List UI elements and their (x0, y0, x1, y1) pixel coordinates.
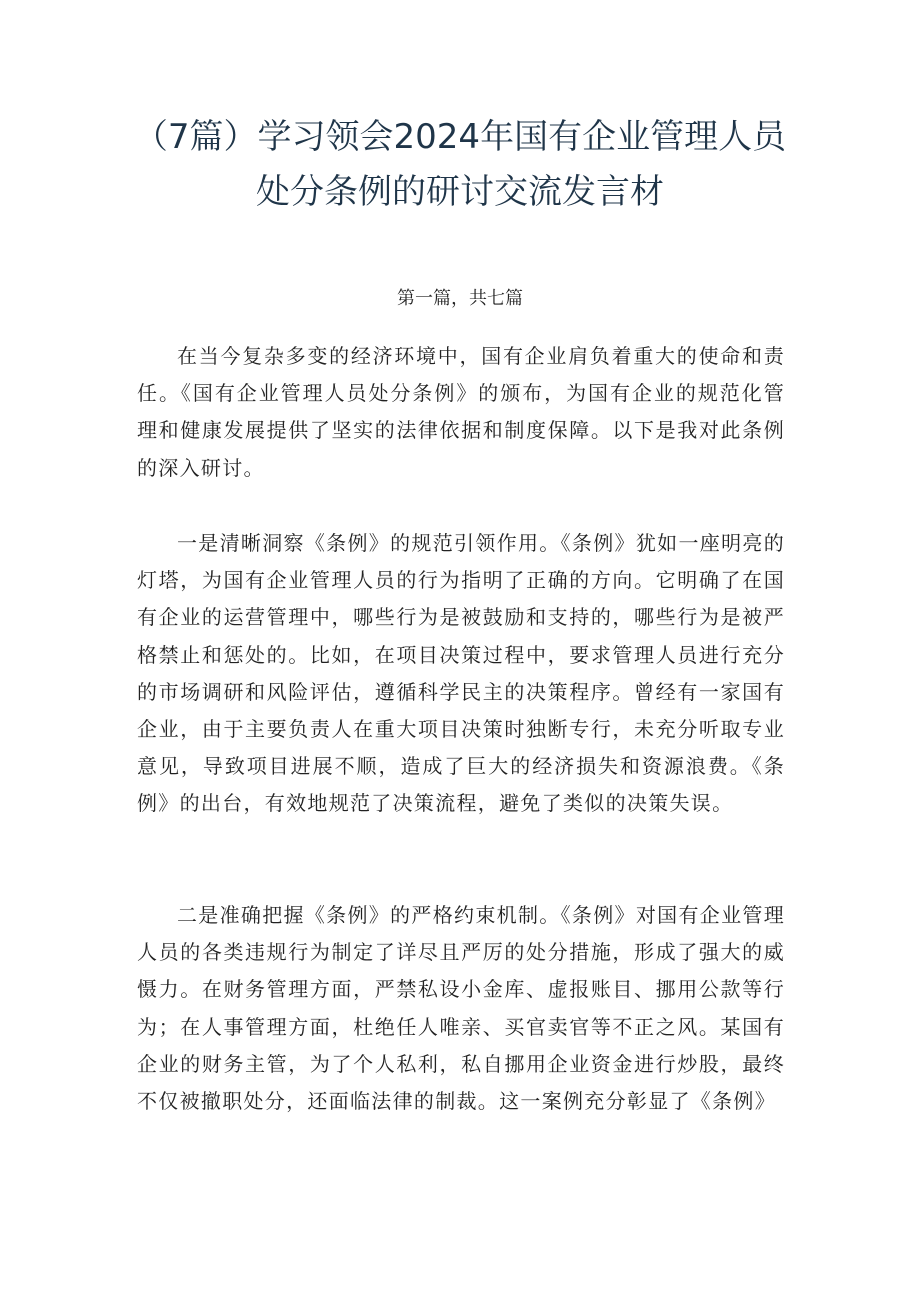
section-label: 第一篇，共七篇 (397, 288, 523, 309)
paragraph-intro: 在当今复杂多变的经济环境中，国有企业肩负着重大的使命和责任。《国有企业管理人员处分条例》的颁布，为国有企业的规范化管理和健康发展提供了坚实的法律依据和制度保障。以下是我对此条例的深入研讨。 (137, 344, 785, 480)
document-title: （7篇）学习领会2024年国有企业管理人员处分条例的研讨交流发言材 (133, 117, 787, 212)
paragraph-point-one: 一是清晰洞察《条例》的规范引领作用。《条例》犹如一座明亮的灯塔，为国有企业管理人员的行为指明了正确的方向。它明确了在国有企业的运营管理中，哪些行为是被鼓励和支持的，哪些行为是被严格禁止和惩处的。比如，在项目决策过程中，要求管理人员进行充分的市场调研和风险评估，遵循科学民主的决策程序。曾经有一家国有企业，由于主要负责人在重大项目决策时独断专行，未充分听取专业意见，导致项目进展不顺，造成了巨大的经济损失和资源浪费。《条例》的出台，有效地规范了决策流程，避免了类似的决策失误。 (137, 531, 785, 816)
paragraph-point-two: 二是准确把握《条例》的严格约束机制。《条例》对国有企业管理人员的各类违规行为制定了详尽且严厉的处分措施，形成了强大的威慑力。在财务管理方面，严禁私设小金库、虚报账目、挪用公款等行为；在人事管理方面，杜绝任人唯亲、买官卖官等不正之风。某国有企业的财务主管，为了个人私利，私自挪用企业资金进行炒股，最终不仅被撤职处分，还面临法律的制裁。这一案例充分彰显了《条例》 (137, 903, 785, 1114)
